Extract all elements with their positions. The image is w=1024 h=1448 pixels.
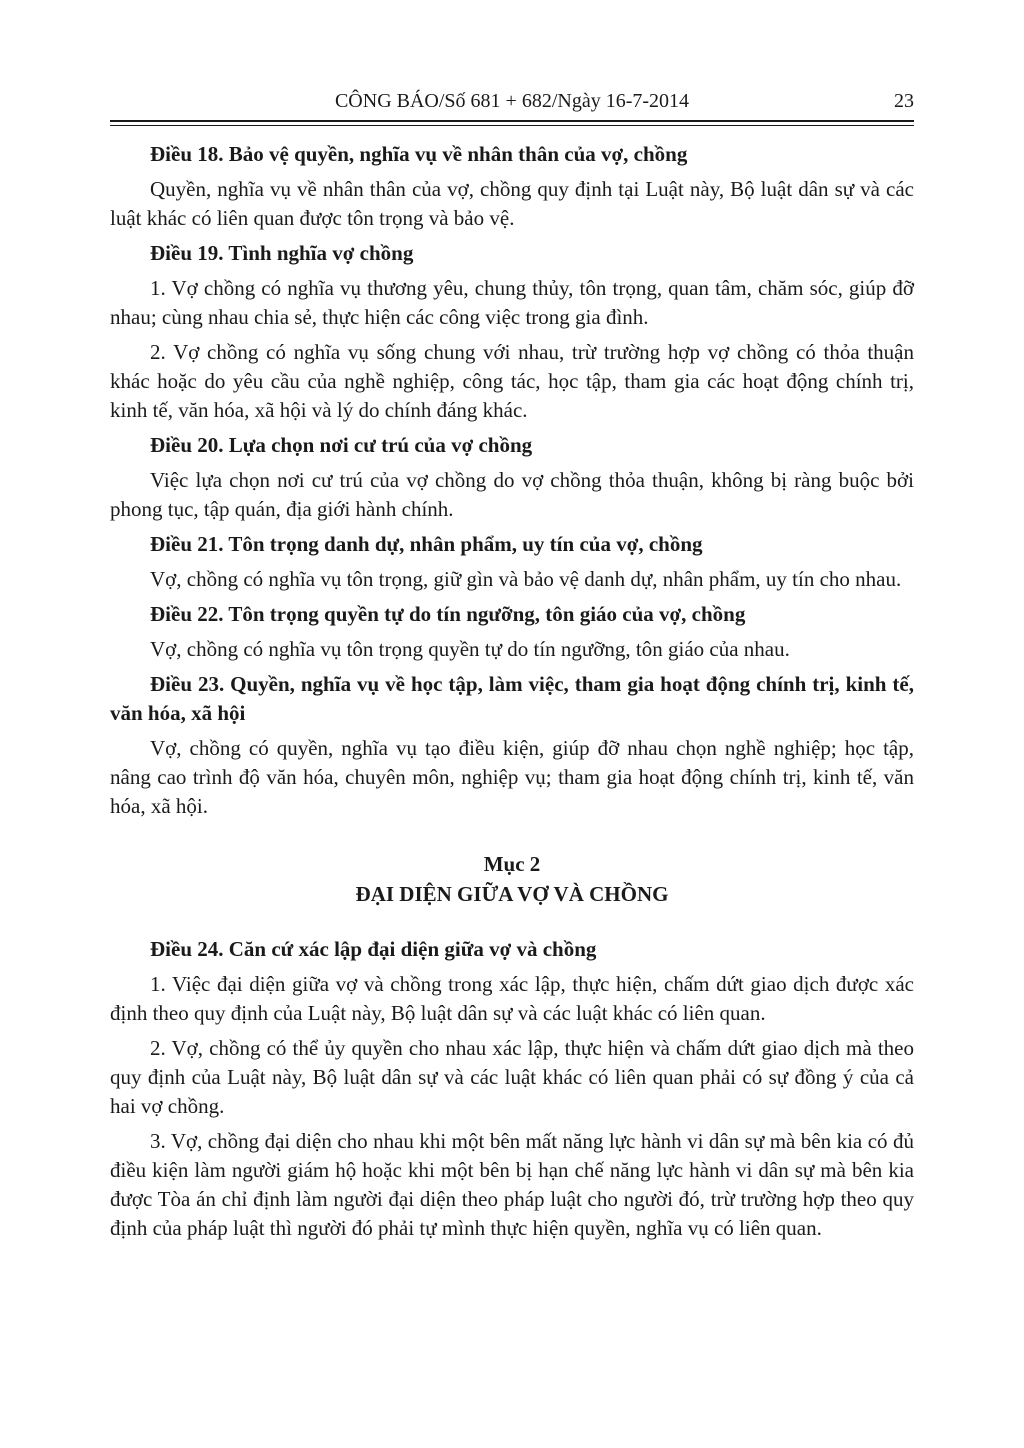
article-paragraph: Quyền, nghĩa vụ về nhân thân của vợ, chồng quy định tại Luật này, Bộ luật dân sự và các luật khác có liên quan được tôn trọng và bảo vệ. [110,177,914,230]
document-body [110,140,914,1249]
article-paragraph: 1. Vợ chồng có nghĩa vụ thương yêu, chung thủy, tôn trọng, quan tâm, chăm sóc, giúp đỡ nhau; cùng nhau chia sẻ, thực hiện các công việc trong gia đình. [110,276,914,329]
article-paragraph: 3. Vợ, chồng đại diện cho nhau khi một bên mất năng lực hành vi dân sự mà bên kia có đủ điều kiện làm người giám hộ hoặc khi một bên bị hạn chế năng lực hành vi dân sự mà bên kia được Tòa án chỉ định làm người đại diện theo pháp luật cho người đó, trừ trường hợp theo quy định của pháp luật thì người đó phải tự mình thực hiện quyền, nghĩa vụ có liên quan. [110,1129,914,1240]
article-heading: Điều 21. Tôn trọng danh dự, nhân phẩm, uy tín của vợ, chồng [150,532,703,556]
article-heading: Điều 19. Tình nghĩa vợ chồng [150,241,414,265]
article-paragraph: Vợ, chồng có quyền, nghĩa vụ tạo điều kiện, giúp đỡ nhau chọn nghề nghiệp; học tập, nâng cao trình độ văn hóa, chuyên môn, nghiệp vụ; tham gia hoạt động chính trị, kinh tế, văn hóa, xã hội. [110,736,914,818]
header-rule-thin [110,125,914,126]
header-rule-thick [110,120,914,122]
article-heading: Điều 23. Quyền, nghĩa vụ về học tập, làm việc, tham gia hoạt động chính trị, kinh tế, văn hóa, xã hội [110,672,914,725]
article-paragraph: Vợ, chồng có nghĩa vụ tôn trọng, giữ gìn và bảo vệ danh dự, nhân phẩm, uy tín cho nhau. [150,567,902,591]
article-heading: Điều 24. Căn cứ xác lập đại diện giữa vợ và chồng [150,937,597,961]
section-title: ĐẠI DIỆN GIỮA VỢ VÀ CHỒNG [355,882,669,906]
article-heading: Điều 18. Bảo vệ quyền, nghĩa vụ về nhân thân của vợ, chồng [150,142,688,166]
articles-part-1 [110,140,914,821]
gazette-title: CÔNG BÁO/Số 681 + 682/Ngày 16-7-2014 [334,90,690,112]
article-paragraph: 1. Việc đại diện giữa vợ và chồng trong xác lập, thực hiện, chấm dứt giao dịch được xác định theo quy định của Luật này, Bộ luật dân sự và các luật khác có liên quan. [110,972,914,1025]
article-heading: Điều 20. Lựa chọn nơi cư trú của vợ chồng [150,433,533,457]
articles-part-2 [110,935,914,1243]
article-paragraph: 2. Vợ chồng có nghĩa vụ sống chung với nhau, trừ trường hợp vợ chồng có thỏa thuận khác hoặc do yêu cầu của nghề nghiệp, công tác, học tập, tham gia các hoạt động chính trị, kinh tế, văn hóa, xã hội và lý do chính đáng khác. [110,340,914,422]
article-paragraph: 2. Vợ, chồng có thể ủy quyền cho nhau xác lập, thực hiện và chấm dứt giao dịch mà theo quy định của Luật này, Bộ luật dân sự và các luật khác có liên quan phải có sự đồng ý của cả hai vợ chồng. [110,1036,914,1118]
section-label: Mục 2 [483,852,541,876]
page-number: 23 [894,90,914,112]
article-heading: Điều 22. Tôn trọng quyền tự do tín ngưỡng, tôn giáo của vợ, chồng [150,602,746,626]
article-paragraph: Vợ, chồng có nghĩa vụ tôn trọng quyền tự do tín ngưỡng, tôn giáo của nhau. [150,637,790,661]
article-paragraph: Việc lựa chọn nơi cư trú của vợ chồng do vợ chồng thỏa thuận, không bị ràng buộc bởi phong tục, tập quán, địa giới hành chính. [110,468,914,521]
page-header [110,88,914,120]
section-heading [110,849,914,909]
